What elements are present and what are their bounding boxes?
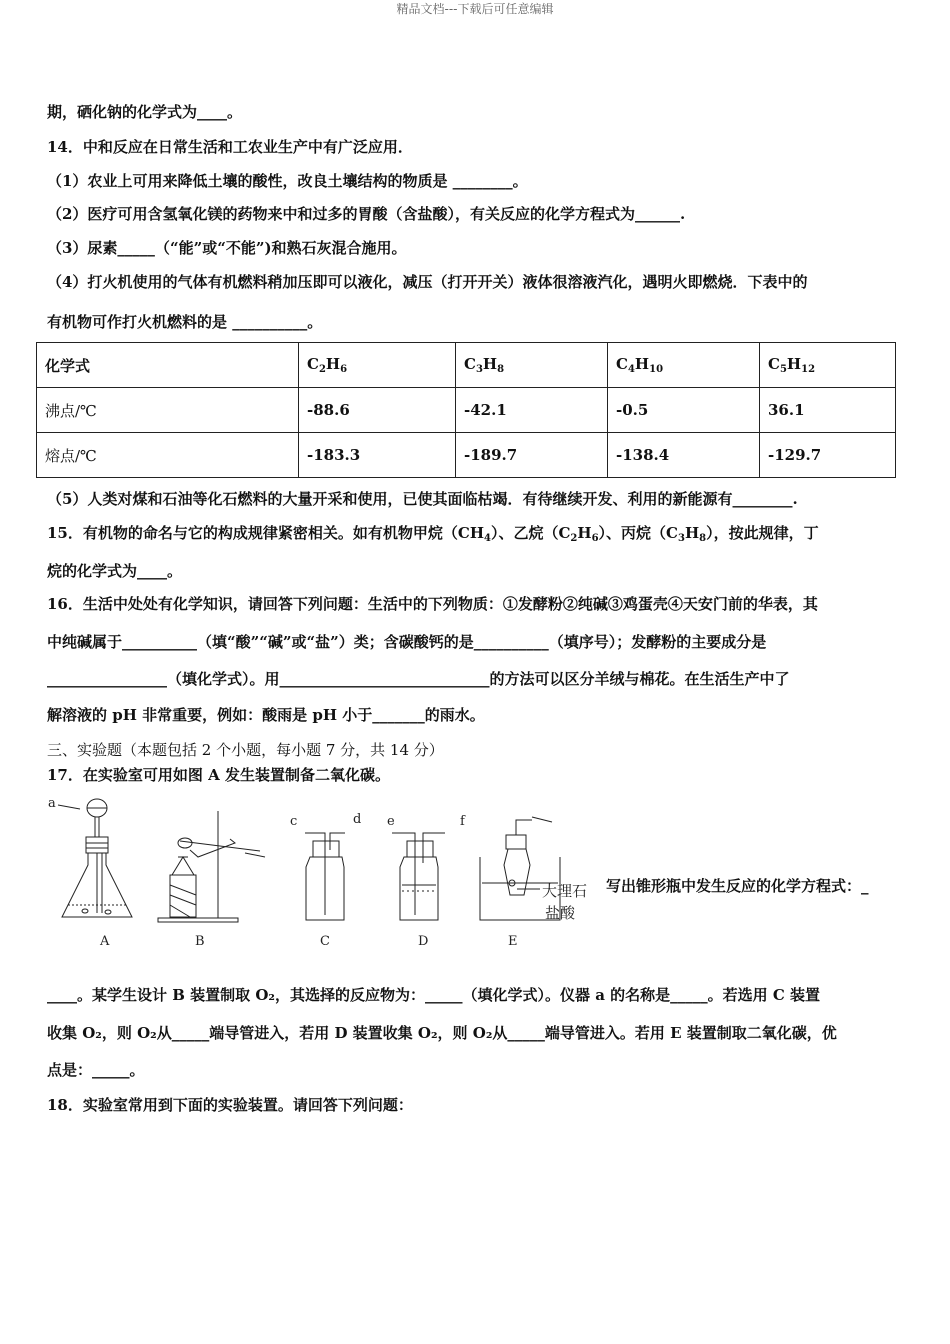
formula-sub: 5 bbox=[779, 364, 787, 375]
table-cell: -0.5 bbox=[608, 388, 760, 433]
question-18: 18．实验室常用到下面的实验装置。请回答下列问题： bbox=[47, 1096, 413, 1114]
question-17: 17．在实验室可用如图 A 发生装置制备二氧化碳。 bbox=[47, 766, 390, 784]
formula-c: C bbox=[768, 355, 780, 373]
formula-sub: 8 bbox=[497, 364, 505, 375]
apparatus-a bbox=[58, 799, 132, 917]
table-cell: -129.7 bbox=[760, 433, 896, 478]
question-15-cont: 烷的化学式为____。 bbox=[47, 562, 183, 580]
data-table bbox=[36, 342, 896, 478]
formula-c: C bbox=[307, 355, 319, 373]
question-17-cont: ____。某学生设计 B 装置制取 O₂，其选择的反应物为：_____（填化学式）。仪器 a 的名称是_____。若选用 C 装置 bbox=[47, 986, 821, 1004]
formula-h: H bbox=[786, 355, 802, 373]
question-17-cont2: 收集 O₂，则 O₂从_____端导管进入，若用 D 装置收集 O₂，则 O₂从_____端导管进入。若用 E 装置制取二氧化碳，优 bbox=[47, 1024, 837, 1042]
table-cell: 沸点/℃ bbox=[37, 388, 299, 433]
question-14-5: （5）人类对煤和石油等化石燃料的大量开采和使用，已使其面临枯竭．有待继续开发、利用的新能源有________. bbox=[47, 490, 798, 508]
table-header-row bbox=[37, 343, 896, 388]
caption-d: D bbox=[418, 934, 429, 949]
question-16-cont2: ________________（填化学式）。用____________________________的方法可以区分羊绒与棉花。在生活生产中了 bbox=[47, 670, 790, 688]
table-row bbox=[37, 433, 896, 478]
formula-sub: 12 bbox=[801, 364, 816, 375]
label-f: f bbox=[460, 814, 465, 829]
question-17-figure-text: 写出锥形瓶中发生反应的化学方程式：_ bbox=[606, 877, 869, 895]
formula-sub: 2 bbox=[318, 364, 326, 375]
table-cell: 36.1 bbox=[760, 388, 896, 433]
formula-c: C bbox=[464, 355, 476, 373]
apparatus-d bbox=[392, 833, 445, 920]
question-14-1: （1）农业上可用来降低土壤的酸性，改良土壤结构的物质是 ________。 bbox=[47, 172, 528, 190]
caption-c: C bbox=[320, 934, 330, 949]
question-16-cont3: 解溶液的 pH 非常重要，例如：酸雨是 pH 小于_______的雨水。 bbox=[47, 706, 485, 724]
question-17-cont3: 点是：_____。 bbox=[47, 1061, 145, 1079]
marble-label: 大理石 bbox=[542, 882, 588, 900]
formula-h: H bbox=[482, 355, 498, 373]
table-row bbox=[37, 388, 896, 433]
text-line: 期，硒化钠的化学式为____。 bbox=[47, 103, 243, 121]
formula-sub: 3 bbox=[475, 364, 483, 375]
table-header-cell bbox=[608, 343, 760, 388]
label-e: e bbox=[387, 814, 395, 829]
table-cell: -189.7 bbox=[456, 433, 608, 478]
apparatus-figure bbox=[40, 795, 610, 955]
table-cell: -138.4 bbox=[608, 433, 760, 478]
table-cell: -42.1 bbox=[456, 388, 608, 433]
label-d: d bbox=[353, 812, 362, 827]
caption-e: E bbox=[508, 934, 518, 949]
table-header-cell: 化学式 bbox=[37, 343, 299, 388]
question-15: 15．有机物的命名与它的构成规律紧密相关。如有机物甲烷$(CH_4)$、乙烷$(C_2H_6)$、丙烷$(C_3H_8)$，按此规律，丁 bbox=[47, 524, 819, 544]
table-header-cell bbox=[456, 343, 608, 388]
formula-sub: 6 bbox=[340, 364, 348, 375]
question-14: 14．中和反应在日常生活和工农业生产中有广泛应用． bbox=[47, 138, 413, 156]
question-16: 16．生活中处处有化学知识，请回答下列问题：生活中的下列物质：①发酵粉②纯碱③鸡蛋壳④天安门前的华表，其 bbox=[47, 595, 818, 613]
table-cell: -183.3 bbox=[299, 433, 456, 478]
apparatus-c bbox=[305, 833, 345, 920]
formula-h: H bbox=[634, 355, 650, 373]
table-header-cell bbox=[760, 343, 896, 388]
question-14-4: （4）打火机使用的气体有机燃料稍加压即可以液化，减压（打开开关）液体很溶液汽化，遇明火即燃烧．下表中的 bbox=[47, 273, 808, 291]
table-header-cell bbox=[299, 343, 456, 388]
section-3-title: 三、实验题（本题包括 2 个小题，每小题 7 分，共 14 分） bbox=[47, 741, 444, 759]
label-c: c bbox=[290, 814, 298, 829]
formula-sub: 4 bbox=[627, 364, 635, 375]
question-16-cont: 中纯碱属于__________（填“酸”“碱”或“盐”）类；含碳酸钙的是__________（填序号）；发酵粉的主要成分是 bbox=[47, 633, 767, 651]
apparatus-b bbox=[158, 811, 265, 922]
formula-sub: 10 bbox=[649, 364, 664, 375]
table-cell: -88.6 bbox=[299, 388, 456, 433]
formula-c: C bbox=[616, 355, 628, 373]
question-14-2: （2）医疗可用含氢氧化镁的药物来中和过多的胃酸（含盐酸），有关反应的化学方程式为______. bbox=[47, 205, 686, 223]
table-cell: 熔点/℃ bbox=[37, 433, 299, 478]
acid-label: 盐酸 bbox=[545, 904, 576, 922]
caption-a: A bbox=[100, 934, 110, 949]
question-14-4-cont: 有机物可作打火机燃料的是 __________。 bbox=[47, 313, 323, 331]
question-14-3: （3）尿素_____（“能”或“不能”)和熟石灰混合施用。 bbox=[47, 239, 407, 257]
label-a: a bbox=[48, 796, 56, 811]
page-header: 精品文档---下载后可任意编辑 bbox=[396, 2, 554, 16]
caption-b: B bbox=[195, 934, 205, 949]
formula-h: H bbox=[325, 355, 341, 373]
